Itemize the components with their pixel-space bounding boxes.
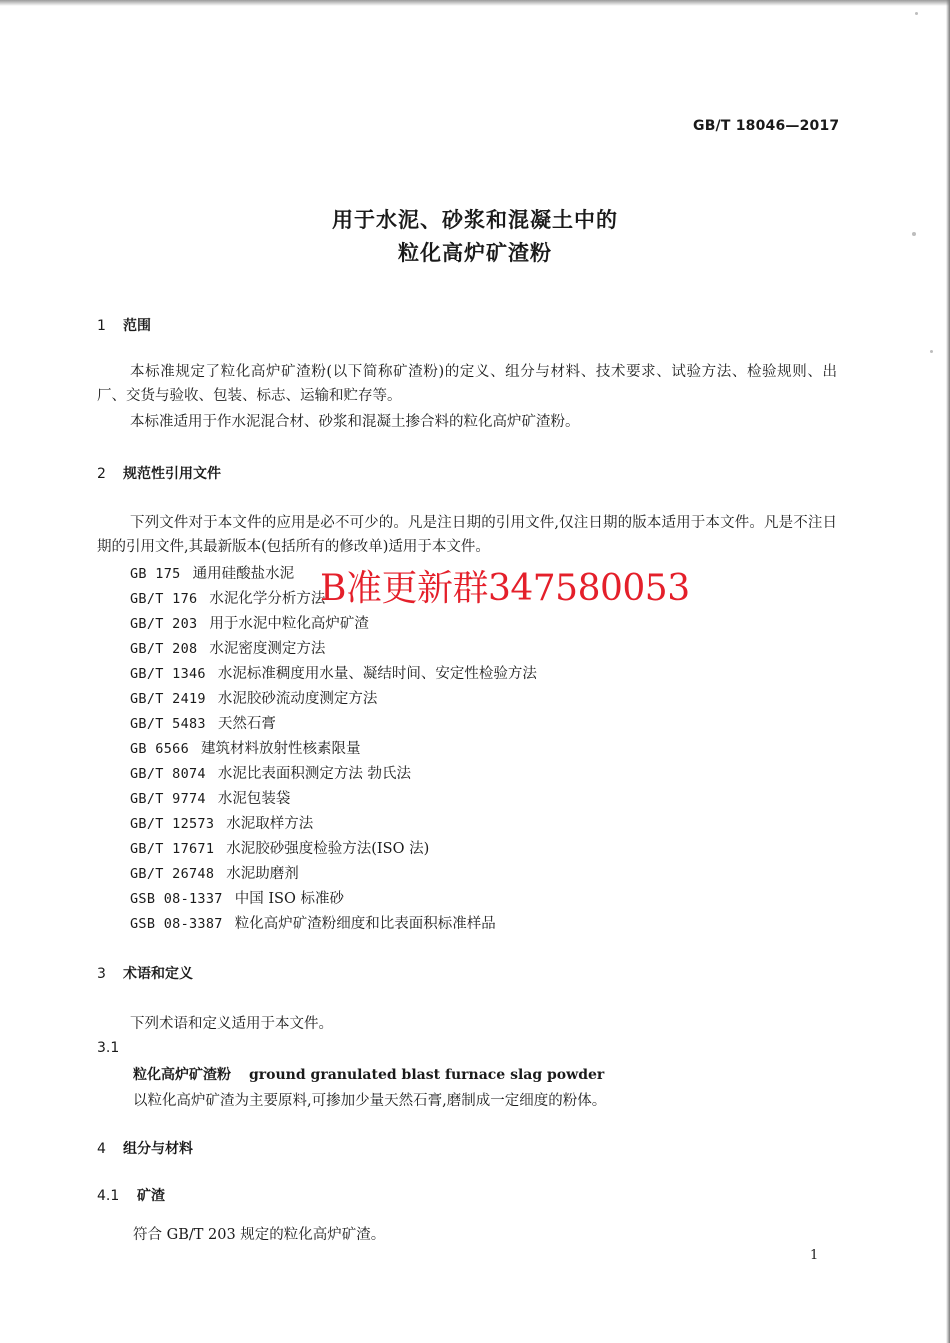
reference-name: 水泥助磨剂 xyxy=(226,866,299,882)
reference-name: 水泥胶砂流动度测定方法 xyxy=(217,691,378,707)
scan-speck xyxy=(930,350,933,353)
reference-name: 建筑材料放射性核素限量 xyxy=(201,741,361,757)
section-2-heading xyxy=(97,463,221,483)
subsection-4-1-heading xyxy=(97,1185,165,1205)
scan-speck xyxy=(912,232,916,236)
normative-reference-list xyxy=(130,562,537,937)
list-item xyxy=(130,737,537,762)
subsection-title: 矿渣 xyxy=(137,1188,165,1204)
reference-code: GB/T 176 xyxy=(130,591,198,607)
scan-edge-top xyxy=(0,0,950,6)
term-definition: 以粒化高炉矿渣为主要原料,可掺加少量天然石膏,磨制成一定细度的粉体。 xyxy=(133,1093,607,1109)
reference-name: 水泥密度测定方法 xyxy=(209,641,326,657)
term-english: ground granulated blast furnace slag powder xyxy=(249,1067,605,1083)
reference-code: GB/T 12573 xyxy=(130,816,215,832)
section-3-intro: 下列术语和定义适用于本文件。 xyxy=(130,1016,333,1032)
section-1-heading xyxy=(97,315,151,335)
reference-code: GB/T 17671 xyxy=(130,841,215,857)
reference-name: 水泥胶砂强度检验方法(ISO 法) xyxy=(226,841,430,857)
reference-name: 粒化高炉矿渣粉细度和比表面积标准样品 xyxy=(234,916,496,932)
subsection-number: 4.1 xyxy=(97,1188,120,1204)
scan-speck xyxy=(915,12,918,15)
reference-code: GB/T 9774 xyxy=(130,791,206,807)
list-item xyxy=(130,712,537,737)
section-title: 术语和定义 xyxy=(123,966,193,982)
page-number: 1 xyxy=(810,1248,819,1263)
reference-code: GSB 08-1337 xyxy=(130,891,223,907)
reference-code: GB/T 26748 xyxy=(130,866,215,882)
list-item xyxy=(130,812,537,837)
term-number: 3.1 xyxy=(97,1040,120,1056)
reference-code: GB/T 8074 xyxy=(130,766,206,782)
list-item xyxy=(130,837,537,862)
list-item xyxy=(130,662,537,687)
section-number: 2 xyxy=(97,466,106,482)
reference-code: GB 175 xyxy=(130,566,181,582)
section-1-paragraph-1: 本标准规定了粒化高炉矿渣粉(以下简称矿渣粉)的定义、组分与材料、技术要求、试验方法、检验规则、出厂、交货与验收、包装、标志、运输和贮存等。 xyxy=(97,364,837,404)
reference-code: GB/T 208 xyxy=(130,641,198,657)
section-title: 规范性引用文件 xyxy=(123,466,221,482)
list-item xyxy=(130,912,537,937)
list-item xyxy=(130,887,537,912)
reference-name: 水泥包装袋 xyxy=(217,791,291,807)
reference-name: 水泥化学分析方法 xyxy=(209,591,326,607)
standard-code: GB/T 18046—2017 xyxy=(693,118,840,134)
scan-edge-right xyxy=(946,0,950,1343)
reference-code: GB/T 203 xyxy=(130,616,198,632)
document-title-line-1: 用于水泥、砂浆和混凝土中的 xyxy=(332,208,618,232)
reference-name: 水泥取样方法 xyxy=(226,816,314,832)
reference-code: GB/T 2419 xyxy=(130,691,206,707)
reference-code: GSB 08-3387 xyxy=(130,916,223,932)
section-title: 组分与材料 xyxy=(123,1141,193,1157)
section-number: 4 xyxy=(97,1141,106,1157)
document-title-line-2: 粒化高炉矿渣粉 xyxy=(398,241,552,265)
reference-code: GB/T 5483 xyxy=(130,716,206,732)
reference-name: 通用硅酸盐水泥 xyxy=(192,566,295,582)
reference-code: GB 6566 xyxy=(130,741,189,757)
reference-name: 用于水泥中粒化高炉矿渣 xyxy=(209,616,369,632)
watermark-text: B准更新群347580053 xyxy=(320,568,690,609)
subsection-4-1-text: 符合 GB/T 203 规定的粒化高炉矿渣。 xyxy=(133,1227,386,1243)
section-title: 范围 xyxy=(123,318,151,334)
term-chinese: 粒化高炉矿渣粉 xyxy=(133,1067,231,1083)
list-item xyxy=(130,862,537,887)
section-2-intro: 下列文件对于本文件的应用是必不可少的。凡是注日期的引用文件,仅注日期的版本适用于本文件。凡是不注日期的引用文件,其最新版本(包括所有的修改单)适用于本文件。 xyxy=(97,515,837,555)
list-item xyxy=(130,612,537,637)
reference-name: 中国 ISO 标准砂 xyxy=(234,891,344,907)
reference-name: 天然石膏 xyxy=(217,716,276,732)
reference-code: GB/T 1346 xyxy=(130,666,206,682)
list-item xyxy=(130,787,537,812)
reference-name: 水泥比表面积测定方法 勃氏法 xyxy=(217,766,411,782)
list-item xyxy=(130,762,537,787)
section-number: 3 xyxy=(97,966,106,982)
term-heading xyxy=(133,1064,604,1084)
section-1-paragraph-2: 本标准适用于作水泥混合材、砂浆和混凝土掺合料的粒化高炉矿渣粉。 xyxy=(130,414,580,430)
list-item xyxy=(130,637,537,662)
section-number: 1 xyxy=(97,318,106,334)
section-3-heading xyxy=(97,963,193,983)
list-item xyxy=(130,687,537,712)
reference-name: 水泥标准稠度用水量、凝结时间、安定性检验方法 xyxy=(217,666,537,682)
section-4-heading xyxy=(97,1138,193,1158)
